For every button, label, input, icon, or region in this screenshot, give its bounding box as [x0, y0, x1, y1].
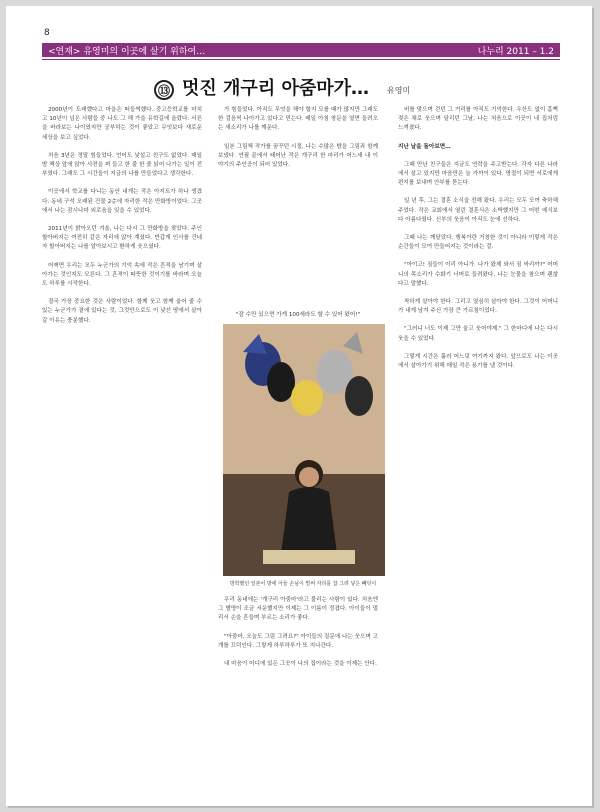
- paragraph: 가 힘들었다. 아직도 무엇을 해야 할지 모를 때가 많지만 그래도 한 걸음씩 나아가고 있다고 믿는다. 매일 아침 창문을 열면 들려오는 새소리가 나를 깨운다.: [218, 107, 378, 132]
- text-column-3: [398, 106, 558, 796]
- magazine-page: [6, 6, 592, 806]
- article-title-row: [154, 70, 410, 100]
- photo-illustration: [223, 324, 385, 576]
- paragraph: 일 년 후, 그는 결혼 소식을 전해 왔다. 우리는 모두 모여 축하해 주었다. 작은 교회에서 열린 결혼식은 소박했지만 그 어떤 예식보다 아름다웠다. 신부의 웃음이 아직도 눈에 선하다.: [398, 198, 558, 223]
- text-column-2-top: [218, 106, 378, 311]
- section-header-bar: [42, 43, 560, 57]
- paragraph: 2011년이 밝아오던 겨울, 나는 다시 그 만화방을 찾았다. 주인 할아버지는 여전히 같은 자리에 앉아 계셨다. 반갑게 인사를 건네자 할아버지는 나를 알아보시고 환하게 웃으셨다.: [42, 226, 202, 251]
- photo-quote: "잘 수만 있으면 가게 100세라도 할 수 있어 왔어!": [235, 312, 361, 318]
- text-column-2-bottom: [218, 596, 378, 796]
- article-title: 멋진 개구리 아줌마가…: [182, 78, 370, 99]
- paragraph: 2000년이 도래했다고 마을은 떠들썩했다. 중고등학교를 마치고 10년이 넘은 사람들 중 나도 그 해 가을 유학길에 올랐다. 서른을 바라보는 나이였지만 공부하는 것이 좋았고 무엇보다 새로운 세상을 보고 싶었다.: [42, 107, 202, 141]
- issue-label: 나누리 2011 – 1.2: [477, 46, 554, 57]
- subheading: 지난 날을 돌아보면…: [398, 143, 451, 150]
- paragraph: 그렇게 시간은 흘러 어느덧 여기까지 왔다. 앞으로도 나는 이곳에서 살아가기 위해 매일 작은 용기를 낼 것이다.: [398, 353, 558, 370]
- paragraph: 착하게 살아야 한다. 그리고 열심히 살아야 한다. 그것이 어머니가 내게 남겨 주신 가장 큰 가르침이었다.: [398, 299, 558, 315]
- paragraph: 이곳에서 학교를 다니는 동안 내게는 작은 아지트가 하나 생겼다. 동네 구석 오래된 건물 2층에 자리한 작은 만화방이었다. 그곳에서 나는 잠시나마 외로움을 잊을 수 있었다.: [42, 189, 202, 214]
- paragraph: "아줌마, 오늘도 그림 그려요?" 아이들의 질문에 나는 웃으며 고개를 끄덕인다. 그렇게 하루하루가 또 지나간다.: [218, 633, 378, 649]
- article-author: 유영미: [387, 86, 411, 95]
- paragraph: 처음 3년은 정말 힘들었다. 언어도 낯설고 친구도 없었다. 매일 밤 책상 앞에 앉아 사전을 펴 들고 한 줄 한 줄 읽어 나가는 일이 전부였다. 그래도 그 시간들이 지금의 나를 만들었다고 생각한다.: [42, 152, 202, 178]
- paragraph: 일본 그림책 작가를 꿈꾸던 시절, 나는 수많은 밤을 그림과 함께 보냈다. 연필 끝에서 태어난 작은 개구리 한 마리가 어느새 내 이야기의 주인공이 되어 있었다.: [218, 143, 378, 169]
- paragraph: 그때 나는 깨달았다. 행복이란 거창한 것이 아니라 이렇게 작은 순간들이 모여 만들어지는 것이라는 걸.: [398, 235, 558, 251]
- paragraph: 그때 만난 친구들은 지금도 연락을 주고받는다. 각자 다른 나라에서 살고 있지만 마음만은 늘 가까이 있다. 명절이 되면 서로에게 편지를 보내며 안부를 묻는다.: [398, 161, 558, 187]
- paragraph: "그러니 너도 이제 그만 울고 웃어야제." 그 한마디에 나는 다시 웃을 수 있었다.: [398, 326, 558, 342]
- photo-caption: 방학했던 일본어 방에 아들 손님이 벌써 자리를 잡 그려 넣은 빼딧이: [229, 581, 377, 587]
- paragraph: 비를 맞으며 걷던 그 거리를 아직도 기억한다. 우산도 없이 흠뻑 젖은 채로 웃으며 달리던 그날, 나는 처음으로 이곳이 내 집처럼 느껴졌다.: [398, 107, 558, 132]
- article-photo: [223, 324, 385, 576]
- section-label: <연재> 유영미의 이곳에 살기 위하여…: [48, 46, 206, 57]
- paragraph: 우리 동네에는 '개구리 아줌마'라고 불리는 사람이 있다. 처음엔 그 별명이 조금 서운했지만 이제는 그 이름이 정겹다. 아이들이 멀리서 손을 흔들며 부르는 소리가 좋다.: [218, 597, 378, 622]
- header-rule: [42, 59, 560, 60]
- paragraph: 내 마음이 어디에 있든 그곳이 나의 집이라는 것을 이제는 안다.: [224, 661, 377, 668]
- paragraph: "아이고! 짐들이 이리 아니가. 나가 왔제 와서 짐 싸리까?" 어머니의 목소리가 수화기 너머로 들려왔다. 나는 눈물을 참으며 괜찮다고 말했다.: [398, 262, 558, 287]
- page-number: 8: [44, 28, 50, 38]
- text-column-1: [42, 106, 202, 796]
- paragraph: 어쩌면 우리는 모두 누군가의 기억 속에 작은 흔적을 남기며 살아가는 것인지도 모른다. 그 흔적이 따뜻한 것이기를 바라며 오늘도 하루를 시작한다.: [42, 262, 202, 288]
- episode-number: ⑬: [154, 80, 174, 100]
- paragraph: 결국 가장 중요한 것은 사람이었다. 함께 웃고 함께 울어 줄 수 있는 누군가가 곁에 있다는 것, 그것만으로도 이 낯선 땅에서 살아갈 이유는 충분했다.: [42, 299, 202, 324]
